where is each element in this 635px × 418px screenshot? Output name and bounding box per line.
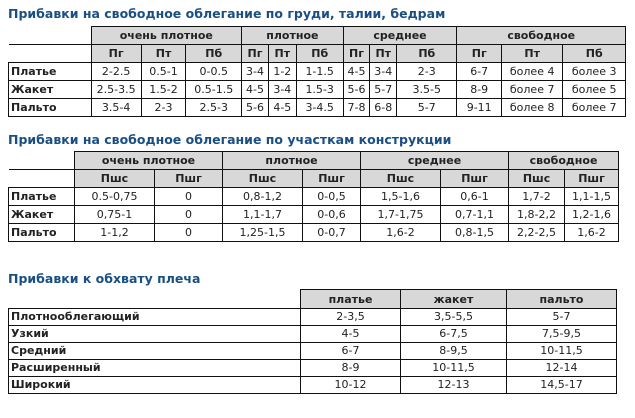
table-cell: 7,5-9,5 xyxy=(507,326,617,343)
column-header: платье xyxy=(301,290,401,309)
table-cell: 10-11,5 xyxy=(401,360,507,377)
table-row xyxy=(9,188,619,206)
table-cell: 0-0.5 xyxy=(186,63,242,81)
table-row xyxy=(9,81,626,99)
table-cell: 1-1,2 xyxy=(75,224,155,242)
table-chest-waist-hip xyxy=(8,26,626,117)
table-cell: 9-11 xyxy=(457,99,502,117)
table-cell: 3-4 xyxy=(268,81,296,99)
table-row xyxy=(9,99,626,117)
table-construction-areas xyxy=(8,151,619,242)
sub-header: Пб xyxy=(563,45,626,63)
table-cell: 1,7-2 xyxy=(509,188,565,206)
table-row xyxy=(9,360,617,377)
row-label: Пальто xyxy=(9,224,75,242)
group-header: свободное xyxy=(509,152,619,170)
table-cell: 3,5-5,5 xyxy=(401,309,507,326)
sub-header: Пт xyxy=(370,45,397,63)
sub-header: Пшс xyxy=(361,170,441,188)
table-cell: 7-8 xyxy=(343,99,370,117)
table-row xyxy=(9,343,617,360)
table-cell: 6-7 xyxy=(301,343,401,360)
table-cell: более 3 xyxy=(563,63,626,81)
table1-title: Прибавки на свободное облегание по груди, талии, бедрам xyxy=(8,6,446,21)
table-cell: 1,1-1,7 xyxy=(223,206,303,224)
table-cell: 1-1.5 xyxy=(296,63,343,81)
table-cell: более 8 xyxy=(502,99,563,117)
table-cell: 8-9,5 xyxy=(401,343,507,360)
row-label: Жакет xyxy=(9,81,92,99)
table-cell: 0,8-1,5 xyxy=(441,224,509,242)
table-cell: 8-9 xyxy=(301,360,401,377)
corner-cell xyxy=(9,152,75,170)
table-cell: 5-7 xyxy=(507,309,617,326)
corner-cell xyxy=(9,170,75,188)
table-cell: более 7 xyxy=(563,99,626,117)
table-cell: 5-7 xyxy=(370,81,397,99)
table-cell: 1.5-2 xyxy=(141,81,186,99)
row-label: Плотнооблегающий xyxy=(9,309,301,326)
sub-header: Пг xyxy=(343,45,370,63)
table-cell: 5-7 xyxy=(397,99,457,117)
table-cell: 10-11,5 xyxy=(507,343,617,360)
table-cell: 0-0,6 xyxy=(303,206,361,224)
table2-title: Прибавки на свободное облегание по участкам конструкции xyxy=(8,132,452,147)
group-header: среднее xyxy=(361,152,509,170)
sub-header: Пшг xyxy=(565,170,619,188)
table-cell: 1.5-3 xyxy=(296,81,343,99)
sub-header: Пб xyxy=(397,45,457,63)
table-cell: 0.5-1.5 xyxy=(186,81,242,99)
sub-header: Пшг xyxy=(441,170,509,188)
table-cell: 0.5-1 xyxy=(141,63,186,81)
table-row xyxy=(9,224,619,242)
table-cell: 4-5 xyxy=(242,81,269,99)
group-header: очень плотное xyxy=(91,27,242,45)
table-cell: 1,5-1,6 xyxy=(361,188,441,206)
sub-header: Пт xyxy=(141,45,186,63)
table-cell: 1,1-1,5 xyxy=(565,188,619,206)
sub-header: Пшс xyxy=(509,170,565,188)
column-header: пальто xyxy=(507,290,617,309)
table-cell: 3-4 xyxy=(370,63,397,81)
sub-header: Пшг xyxy=(303,170,361,188)
table-cell: 1,6-2 xyxy=(565,224,619,242)
sub-header: Пб xyxy=(296,45,343,63)
sub-header: Пшг xyxy=(155,170,223,188)
row-label: Узкий xyxy=(9,326,301,343)
sub-header: Пб xyxy=(186,45,242,63)
group-header: среднее xyxy=(343,27,457,45)
table-cell: 4-5 xyxy=(343,63,370,81)
table-cell: 12-14 xyxy=(507,360,617,377)
table-cell: 5-6 xyxy=(343,81,370,99)
table-cell: 0 xyxy=(155,224,223,242)
table-cell: 0-0,5 xyxy=(303,188,361,206)
table-cell: 14,5-17 xyxy=(507,377,617,394)
group-header: плотное xyxy=(242,27,344,45)
table-cell: 1,7-1,75 xyxy=(361,206,441,224)
row-label: Платье xyxy=(9,188,75,206)
table-cell: 2,2-2,5 xyxy=(509,224,565,242)
table-cell: 6-7,5 xyxy=(401,326,507,343)
table-cell: 1,6-2 xyxy=(361,224,441,242)
sub-header: Пт xyxy=(268,45,296,63)
table-cell: 3.5-4 xyxy=(91,99,141,117)
table-cell: 0.5-0,75 xyxy=(75,188,155,206)
table-cell: 5-6 xyxy=(242,99,269,117)
table-cell: 4-5 xyxy=(301,326,401,343)
table-cell: 2-3 xyxy=(397,63,457,81)
table-cell: 10-12 xyxy=(301,377,401,394)
table-row xyxy=(9,377,617,394)
table3-title: Прибавки к обхвату плеча xyxy=(8,271,201,286)
table-cell: более 5 xyxy=(563,81,626,99)
table-cell: 1-2 xyxy=(268,63,296,81)
table-cell: 2-2.5 xyxy=(91,63,141,81)
table-cell: 2.5-3.5 xyxy=(91,81,141,99)
table-cell: 2-3,5 xyxy=(301,309,401,326)
sub-header: Пг xyxy=(457,45,502,63)
table-cell: 0,6-1 xyxy=(441,188,509,206)
corner-cell xyxy=(9,45,92,63)
group-header: свободное xyxy=(457,27,626,45)
table-shoulder-girth xyxy=(8,289,617,394)
row-label: Жакет xyxy=(9,206,75,224)
sub-header: Пг xyxy=(242,45,269,63)
group-header: плотное xyxy=(223,152,361,170)
sub-header: Пт xyxy=(502,45,563,63)
row-label: Средний xyxy=(9,343,301,360)
column-header: жакет xyxy=(401,290,507,309)
table-cell: 8-9 xyxy=(457,81,502,99)
table-cell: 2-3 xyxy=(141,99,186,117)
table-cell: 3-4.5 xyxy=(296,99,343,117)
row-label: Широкий xyxy=(9,377,301,394)
table-cell: более 7 xyxy=(502,81,563,99)
table-cell: 6-7 xyxy=(457,63,502,81)
table-row xyxy=(9,326,617,343)
table-cell: 0,7-1,1 xyxy=(441,206,509,224)
table-cell: 3-4 xyxy=(242,63,269,81)
row-label: Платье xyxy=(9,63,92,81)
group-header: очень плотное xyxy=(75,152,223,170)
table-cell: 12-13 xyxy=(401,377,507,394)
table-row xyxy=(9,309,617,326)
table-cell: 1,8-2,2 xyxy=(509,206,565,224)
table-cell: 0 xyxy=(155,188,223,206)
table-cell: 0 xyxy=(155,206,223,224)
sub-header: Пшс xyxy=(75,170,155,188)
table-cell: 0,75-1 xyxy=(75,206,155,224)
table-row xyxy=(9,63,626,81)
table-cell: 1,25-1,5 xyxy=(223,224,303,242)
sub-header: Пшс xyxy=(223,170,303,188)
table-row xyxy=(9,206,619,224)
table-cell: 4-5 xyxy=(268,99,296,117)
sub-header: Пг xyxy=(91,45,141,63)
table-cell: 0-0,7 xyxy=(303,224,361,242)
table-cell: более 4 xyxy=(502,63,563,81)
corner-cell xyxy=(9,290,301,309)
row-label: Пальто xyxy=(9,99,92,117)
table-cell: 1,2-1,6 xyxy=(565,206,619,224)
table-cell: 6-8 xyxy=(370,99,397,117)
corner-cell xyxy=(9,27,92,45)
table-cell: 0,8-1,2 xyxy=(223,188,303,206)
table-cell: 2.5-3 xyxy=(186,99,242,117)
row-label: Расширенный xyxy=(9,360,301,377)
table-cell: 3.5-5 xyxy=(397,81,457,99)
